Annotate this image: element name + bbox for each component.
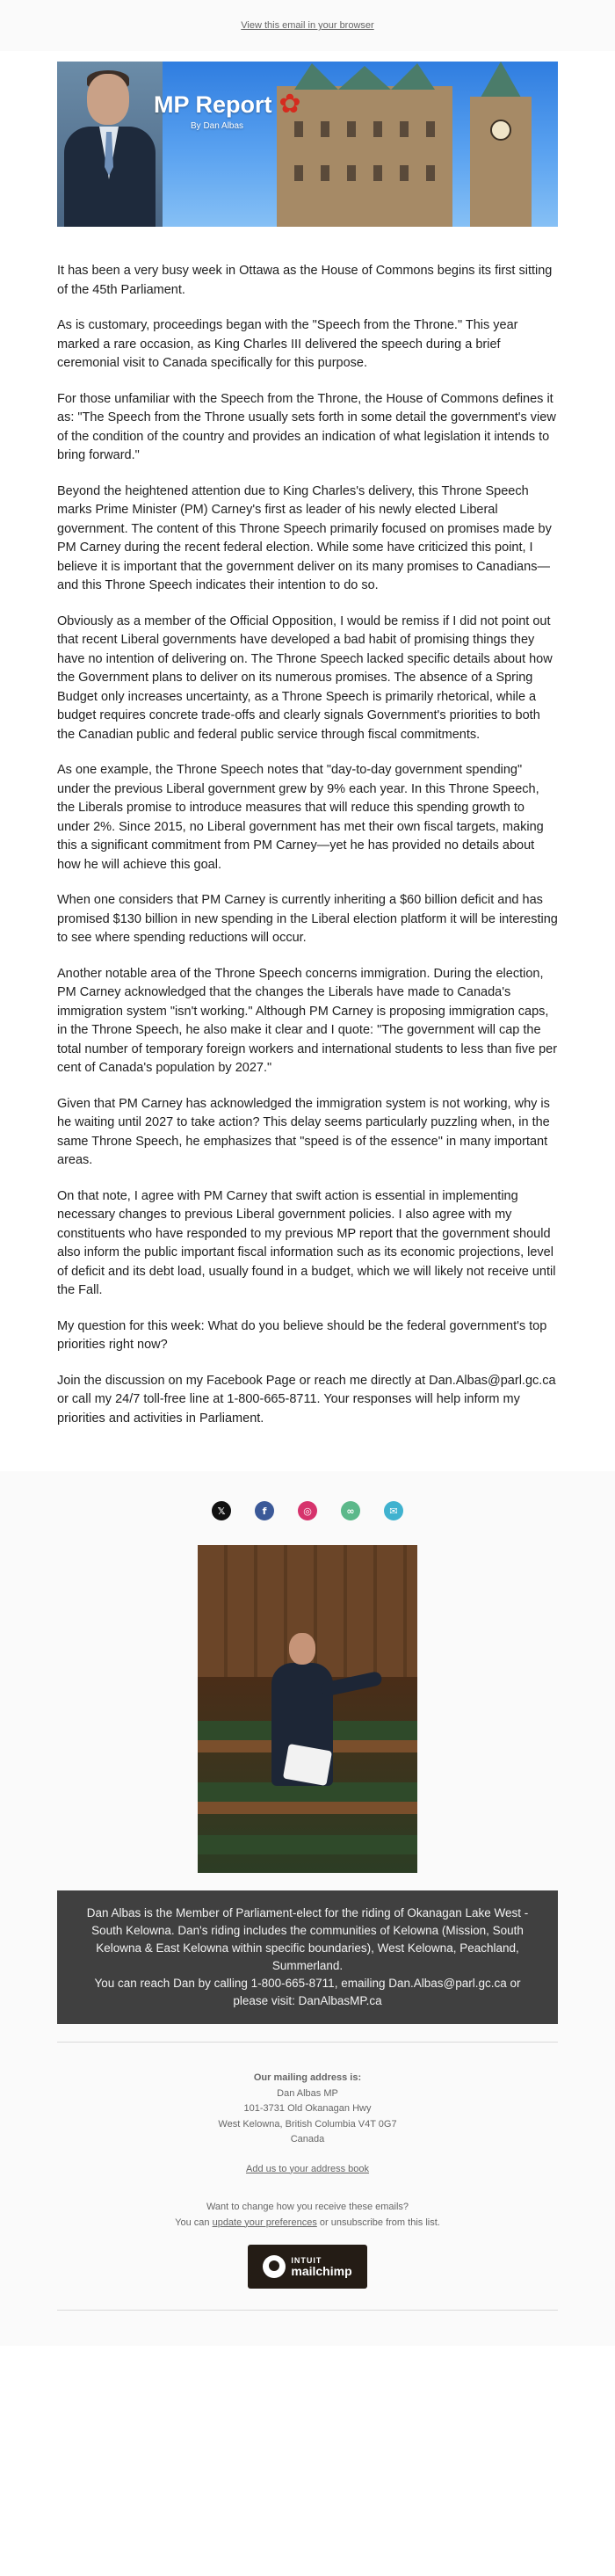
body-paragraph: For those unfamiliar with the Speech from the Throne, the House of Commons defines it as: "The Speech from the Throne usually sets forth in some detail the government's view of the condition of the country and provides an indication of what legislation it intends to bring forward." — [57, 391, 556, 462]
website-link-icon[interactable]: ∞ — [341, 1501, 360, 1520]
body-paragraph: On that note, I agree with PM Carney that swift action is essential in implementing necessary changes to previous Liberal government policies. I also agree with my constituents who have responded to my previous MP report that the government should also inform the public important fiscal information such as its economic projections, level of deficit and its debt load, usually found in a budget, which we will likely not receive until the Fall. — [57, 1188, 556, 1297]
social-links — [0, 1501, 615, 1520]
mailchimp-wordmark: mailchimp — [291, 2263, 352, 2278]
banner-portrait — [57, 62, 163, 227]
mailing-address — [0, 2071, 615, 2177]
update-preferences-link[interactable]: update your preferences — [212, 2217, 317, 2228]
mailing-city: West Kelowna, British Columbia V4T 0G7 — [218, 2118, 397, 2130]
preferences-line: You can update your preferences or unsubscribe from this list. — [175, 2217, 440, 2228]
body-paragraph: Obviously as a member of the Official Opposition, I would be remiss if I did not point out that recent Liberal governments have developed a bad habit of promising things they have no intention of delivering on. The Throne Speech lacked specific details about how the Government plans to deliver on its numerous promises. The absence of a Spring Budget only increases uncertainty, as a Throne Speech is primarily rhetorical, while a budget requires concrete trade-offs and clearly signals Government's priorities to both the Canadian public and federal public service through fiscal commitments. — [57, 613, 553, 742]
body-paragraph: Join the discussion on my Facebook Page or reach me directly at Dan.Albas@parl.gc.ca or call my 24/7 toll-free line at 1-800-665-8711. Your responses will help inform my priorities and activities in Parliament. — [57, 1373, 556, 1426]
email-content — [0, 51, 615, 1471]
body-paragraph: As is customary, proceedings began with the "Speech from the Throne." This year marked a rare occasion, as King Charles III delivered the speech during a brief ceremonial visit to Canada specifically for this purpose. — [57, 318, 518, 370]
mailing-address-label: Our mailing address is: — [253, 2072, 362, 2083]
view-in-browser-link[interactable]: View this email in your browser — [241, 20, 374, 31]
mailchimp-badge[interactable] — [248, 2245, 367, 2289]
mailchimp-logo-icon — [263, 2255, 286, 2278]
banner-byline: By Dan Albas — [191, 121, 244, 131]
instagram-icon[interactable]: ◎ — [298, 1501, 317, 1520]
x-twitter-icon[interactable]: 𝕏 — [212, 1501, 231, 1520]
mailing-street: 101-3731 Old Okanagan Hwy — [243, 2103, 372, 2114]
clock-icon — [490, 120, 511, 141]
mp-speaking-photo — [198, 1545, 417, 1873]
header-banner-image — [57, 62, 558, 227]
body-paragraph: When one considers that PM Carney is currently inheriting a $60 billion deficit and has promised $130 billion in new spending in the Liberal election platform it will be interesting to see where spending reductions will occur. — [57, 893, 558, 945]
mp-bio-box — [57, 1890, 558, 2024]
email-preferences — [0, 2200, 615, 2231]
bio-description: Dan Albas is the Member of Parliament-elect for the riding of Okanagan Lake West - South Kelowna. Dan's riding includes the communities of Kelowna (Mission, South Kelowna & East Kelowna within specific boundaries), West Kelowna, Peachland, Summerland. — [86, 1906, 529, 1972]
email-icon[interactable]: ✉ — [384, 1501, 403, 1520]
footer-divider — [57, 2042, 558, 2043]
body-paragraph: Another notable area of the Throne Speech concerns immigration. During the election, PM Carney acknowledged that the changes the Liberals have made to Canada's immigration system "isn't working." Although PM Carney is proposing immigration caps, in the Throne Speech, he also make it clear and I quote: "The government will cap the total number of temporary foreign workers and international students to less than five per cent of Canada's population by 2027." — [57, 966, 558, 1075]
bio-contact: You can reach Dan by calling 1-800-665-8711, emailing Dan.Albas@parl.gc.ca or please visit: DanAlbasMP.ca — [94, 1977, 521, 2007]
email-footer — [0, 1471, 615, 2346]
banner-title: MP Report — [154, 91, 272, 118]
facebook-icon[interactable]: f — [255, 1501, 274, 1520]
body-paragraph: My question for this week: What do you believe should be the federal government's top priorities right now? — [57, 1318, 547, 1352]
intuit-wordmark: INTUIT — [291, 2255, 322, 2265]
body-paragraph: It has been a very busy week in Ottawa as the House of Commons begins its first sitting of the 45th Parliament. — [57, 264, 553, 297]
add-to-address-book-link[interactable]: Add us to your address book — [245, 2163, 370, 2174]
maple-leaf-icon: ✿ — [279, 90, 301, 119]
peace-tower-graphic — [470, 97, 532, 227]
bottom-divider — [57, 2310, 558, 2311]
preheader-bar — [0, 0, 615, 51]
body-paragraph: Given that PM Carney has acknowledged the immigration system is not working, why is he waiting until 2027 to take action? This delay seems particularly puzzling when, in the same Throne Speech, he emphasizes that "speed is of the essence" in many important areas. — [57, 1096, 550, 1167]
mailing-name: Dan Albas MP — [277, 2087, 338, 2099]
message-body — [57, 262, 558, 1428]
preferences-prompt: Want to change how you receive these emails? — [206, 2202, 409, 2212]
mailing-country: Canada — [290, 2134, 325, 2144]
body-paragraph: Beyond the heightened attention due to King Charles's delivery, this Throne Speech marks Prime Minister (PM) Carney's first as leader of his newly elected Liberal government. The content of this Throne Speech primarily focused on promises made by PM Carney during the recent federal election. While some have criticized this point, I believe it is important that the government deliver on its many promises to Canadians—and this Throne Speech indicates their intention to do so. — [57, 483, 552, 592]
body-paragraph: As one example, the Throne Speech notes that "day-to-day government spending" under the previous Liberal government grew by 9% each year. In this Throne Speech, the Liberals promise to introduce measures that will reduce this spending growth to under 2%. Since 2015, no Liberal government has met their own fiscal targets, making this a significant commitment from PM Carney—yet he has provided no details about how he will achieve this goal. — [57, 763, 544, 872]
